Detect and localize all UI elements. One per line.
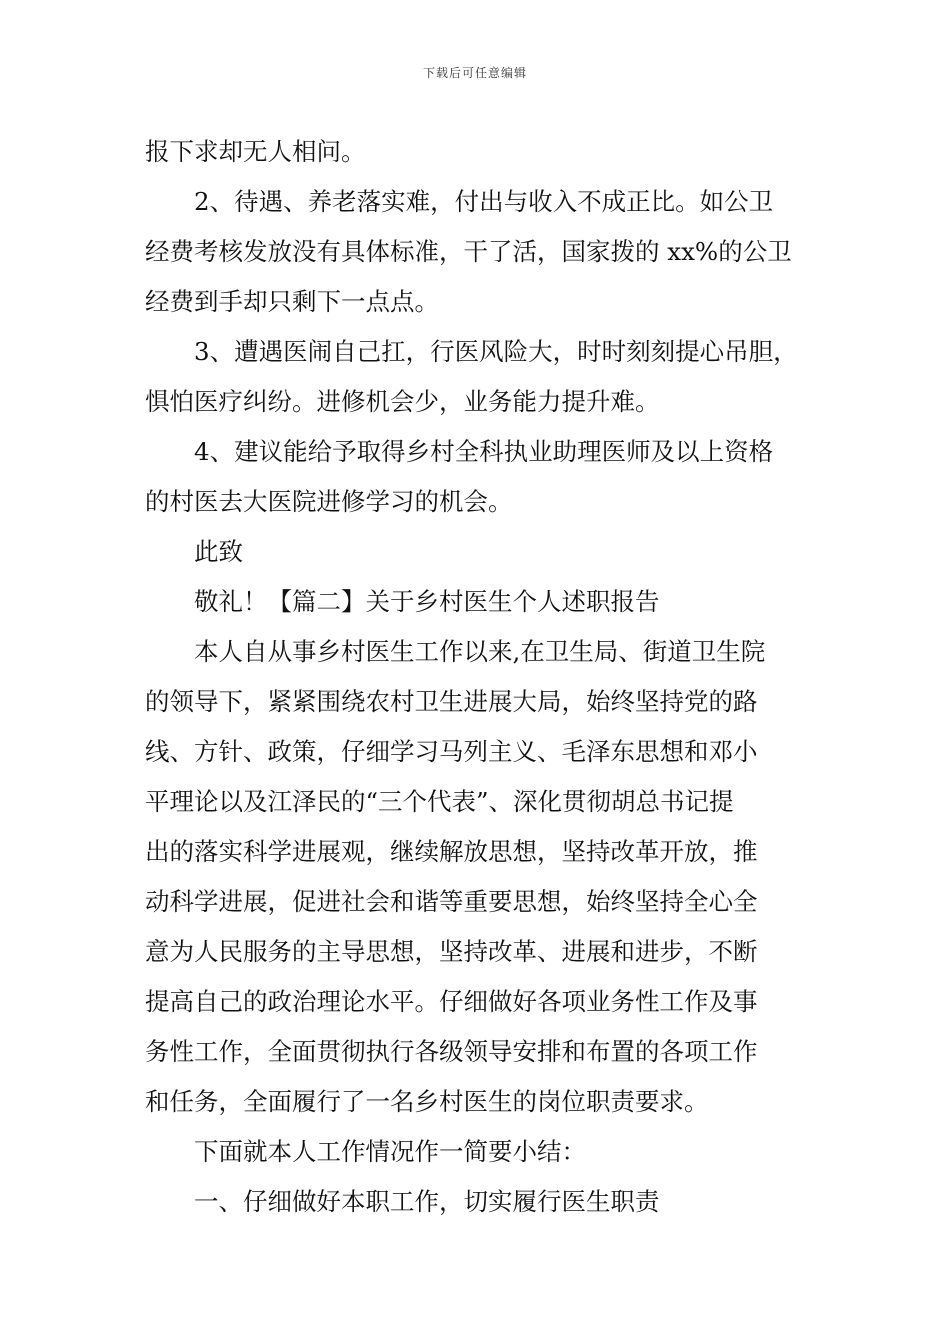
text-line: 出的落实科学进展观，继续解放思想，坚持改革开放，推 — [145, 837, 758, 866]
text-line: 本人自从事乡村医生工作以来,在卫生局、街道卫生院 — [194, 637, 766, 666]
text-line: 2、待遇、养老落实难，付出与收入不成正比。如公卫 — [194, 187, 774, 216]
text-line: 经费到手却只剩下一点点。 — [145, 287, 439, 316]
text-line: 下面就本人工作情况作一简要小结： — [194, 1137, 586, 1166]
text-line: 线、方针、政策，仔细学习马列主义、毛泽东思想和邓小 — [145, 737, 758, 766]
text-line: 敬礼！【篇二】关于乡村医生个人述职报告 — [194, 587, 660, 616]
text-line: 意为人民服务的主导思想，坚持改革、进展和进步，不断 — [145, 937, 758, 966]
body-text — [145, 127, 810, 1227]
page-header: 下载后可任意编辑 — [422, 66, 527, 80]
text-line: 动科学进展，促进社会和谐等重要思想，始终坚持全心全 — [145, 887, 758, 916]
text-line: 和任务，全面履行了一名乡村医生的岗位职责要求。 — [145, 1087, 709, 1116]
text-line: 的领导下，紧紧围绕农村卫生进展大局，始终坚持党的路 — [145, 687, 758, 716]
text-line: 3、遭遇医闹自己扛，行医风险大，时时刻刻提心吊胆， — [194, 337, 798, 366]
text-line: 4、建议能给予取得乡村全科执业助理医师及以上资格 — [194, 437, 774, 466]
text-line: 务性工作，全面贯彻执行各级领导安排和布置的各项工作 — [145, 1037, 758, 1066]
text-line: 一、仔细做好本职工作，切实履行医生职责 — [194, 1187, 660, 1216]
text-line: 的村医去大医院进修学习的机会。 — [145, 487, 513, 516]
text-line: 平理论以及江泽民的“三个代表”、深化贯彻胡总书记提 — [145, 787, 734, 816]
text-line: 经费考核发放没有具体标准，干了活，国家拨的 xx%的公卫 — [145, 237, 792, 266]
text-line: 惧怕医疗纠纷。进修机会少，业务能力提升难。 — [145, 387, 660, 416]
text-line: 此致 — [194, 537, 243, 566]
text-line: 提高自己的政治理论水平。仔细做好各项业务性工作及事 — [145, 987, 758, 1016]
text-line: 报下求却无人相问。 — [145, 137, 366, 166]
